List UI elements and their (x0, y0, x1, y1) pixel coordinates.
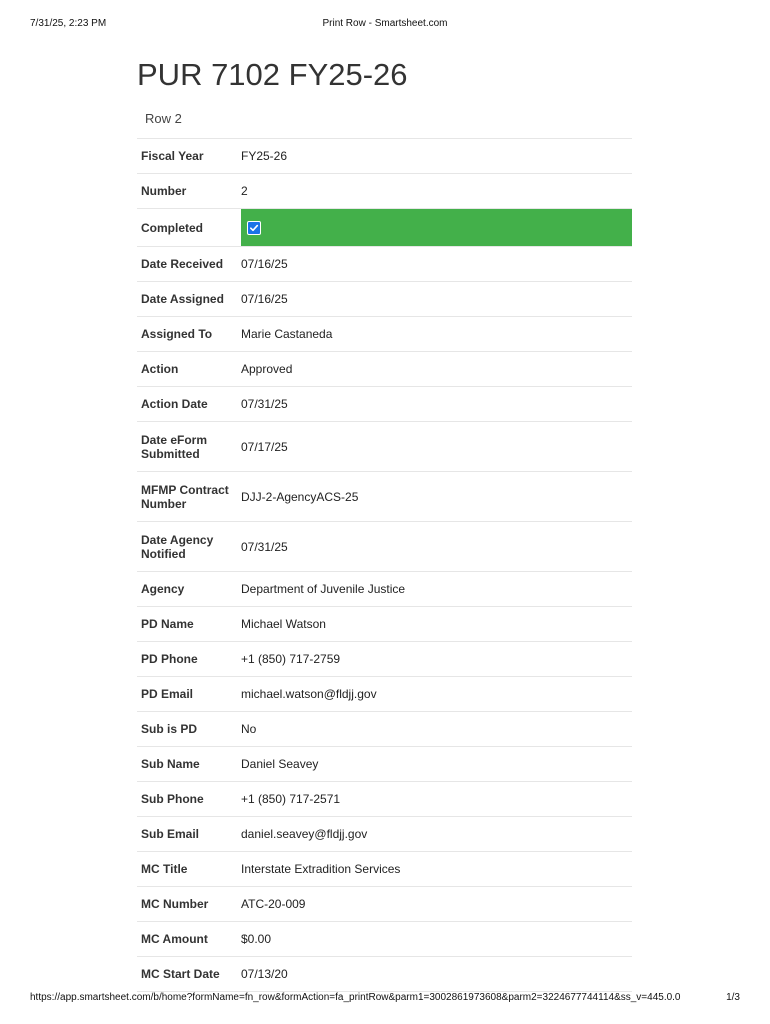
field-label: Date eForm Submitted (141, 432, 208, 461)
field-value: Michael Watson (241, 617, 326, 631)
field-row (137, 642, 632, 677)
field-label: Sub is PD (141, 722, 198, 736)
field-label: Number (141, 184, 187, 198)
field-row (137, 522, 632, 572)
field-value: 2 (241, 184, 248, 198)
field-value: +1 (850) 717-2759 (241, 652, 341, 666)
field-value: FY25-26 (241, 149, 288, 163)
field-row (137, 957, 632, 992)
field-row (137, 782, 632, 817)
field-row (137, 607, 632, 642)
field-value: 07/17/25 (241, 439, 288, 454)
field-value: +1 (850) 717-2571 (241, 792, 341, 806)
field-value: daniel.seavey@fldjj.gov (241, 827, 368, 841)
field-label: Sub Phone (141, 792, 204, 806)
field-value: ATC-20-009 (241, 897, 306, 911)
field-value: Daniel Seavey (241, 757, 319, 771)
field-value: No (241, 722, 257, 736)
field-label: PD Email (141, 687, 194, 701)
completed-checkbox[interactable] (247, 221, 261, 235)
field-row (137, 712, 632, 747)
field-label: Date Received (141, 257, 224, 271)
field-value: 07/16/25 (241, 292, 288, 306)
field-row-completed (137, 209, 632, 247)
field-row (137, 422, 632, 472)
field-label: Fiscal Year (141, 149, 204, 163)
sheet-title: PUR 7102 FY25-26 (137, 57, 408, 92)
field-label: Action (141, 362, 179, 376)
field-label: Action Date (141, 397, 208, 411)
field-value: DJJ-2-AgencyACS-25 (241, 489, 359, 504)
field-label: PD Name (141, 617, 194, 631)
field-row (137, 282, 632, 317)
field-row (137, 572, 632, 607)
field-label: MFMP Contract Number (141, 482, 229, 511)
page-number: 1/3 (726, 992, 740, 1003)
field-row (137, 472, 632, 522)
row-content (137, 52, 632, 992)
field-label: PD Phone (141, 652, 198, 666)
field-label: MC Start Date (141, 967, 220, 981)
field-row (137, 887, 632, 922)
field-label: MC Number (141, 897, 209, 911)
print-header (30, 18, 740, 32)
row-label: Row 2 (145, 111, 182, 126)
field-label: Completed (141, 220, 204, 235)
field-row (137, 139, 632, 174)
field-label: Sub Name (141, 757, 200, 771)
field-row (137, 747, 632, 782)
field-row (137, 352, 632, 387)
field-value: michael.watson@fldjj.gov (241, 687, 377, 701)
print-footer (30, 992, 740, 1006)
field-row (137, 852, 632, 887)
field-value: 07/31/25 (241, 397, 288, 411)
field-row (137, 174, 632, 209)
field-label: MC Title (141, 862, 188, 876)
field-row (137, 247, 632, 282)
field-list (137, 138, 632, 992)
field-value: $0.00 (241, 932, 272, 946)
print-datetime: 7/31/25, 2:23 PM (30, 18, 107, 29)
field-value: Marie Castaneda (241, 327, 333, 341)
field-value: Interstate Extradition Services (241, 862, 401, 876)
completed-cell (241, 209, 632, 246)
checkmark-icon (249, 223, 259, 233)
field-label: Agency (141, 582, 185, 596)
print-page-title: Print Row - Smartsheet.com (322, 18, 448, 29)
field-label: Date Agency Notified (141, 532, 214, 561)
field-value: 07/31/25 (241, 539, 288, 554)
field-value: Approved (241, 362, 293, 376)
field-row (137, 387, 632, 422)
field-row (137, 922, 632, 957)
field-value: 07/16/25 (241, 257, 288, 271)
field-value: 07/13/20 (241, 967, 288, 981)
field-label: Date Assigned (141, 292, 224, 306)
field-label: MC Amount (141, 932, 208, 946)
page-url[interactable]: https://app.smartsheet.com/b/home?formName=fn_row&formAction=fa_printRow&parm1=3002861973608&parm2=3224677744114&ss_v=445.0.0 (30, 992, 681, 1003)
field-row (137, 677, 632, 712)
field-label: Assigned To (141, 327, 213, 341)
field-value: Department of Juvenile Justice (241, 582, 406, 596)
field-row (137, 317, 632, 352)
field-label: Sub Email (141, 827, 200, 841)
field-row (137, 817, 632, 852)
